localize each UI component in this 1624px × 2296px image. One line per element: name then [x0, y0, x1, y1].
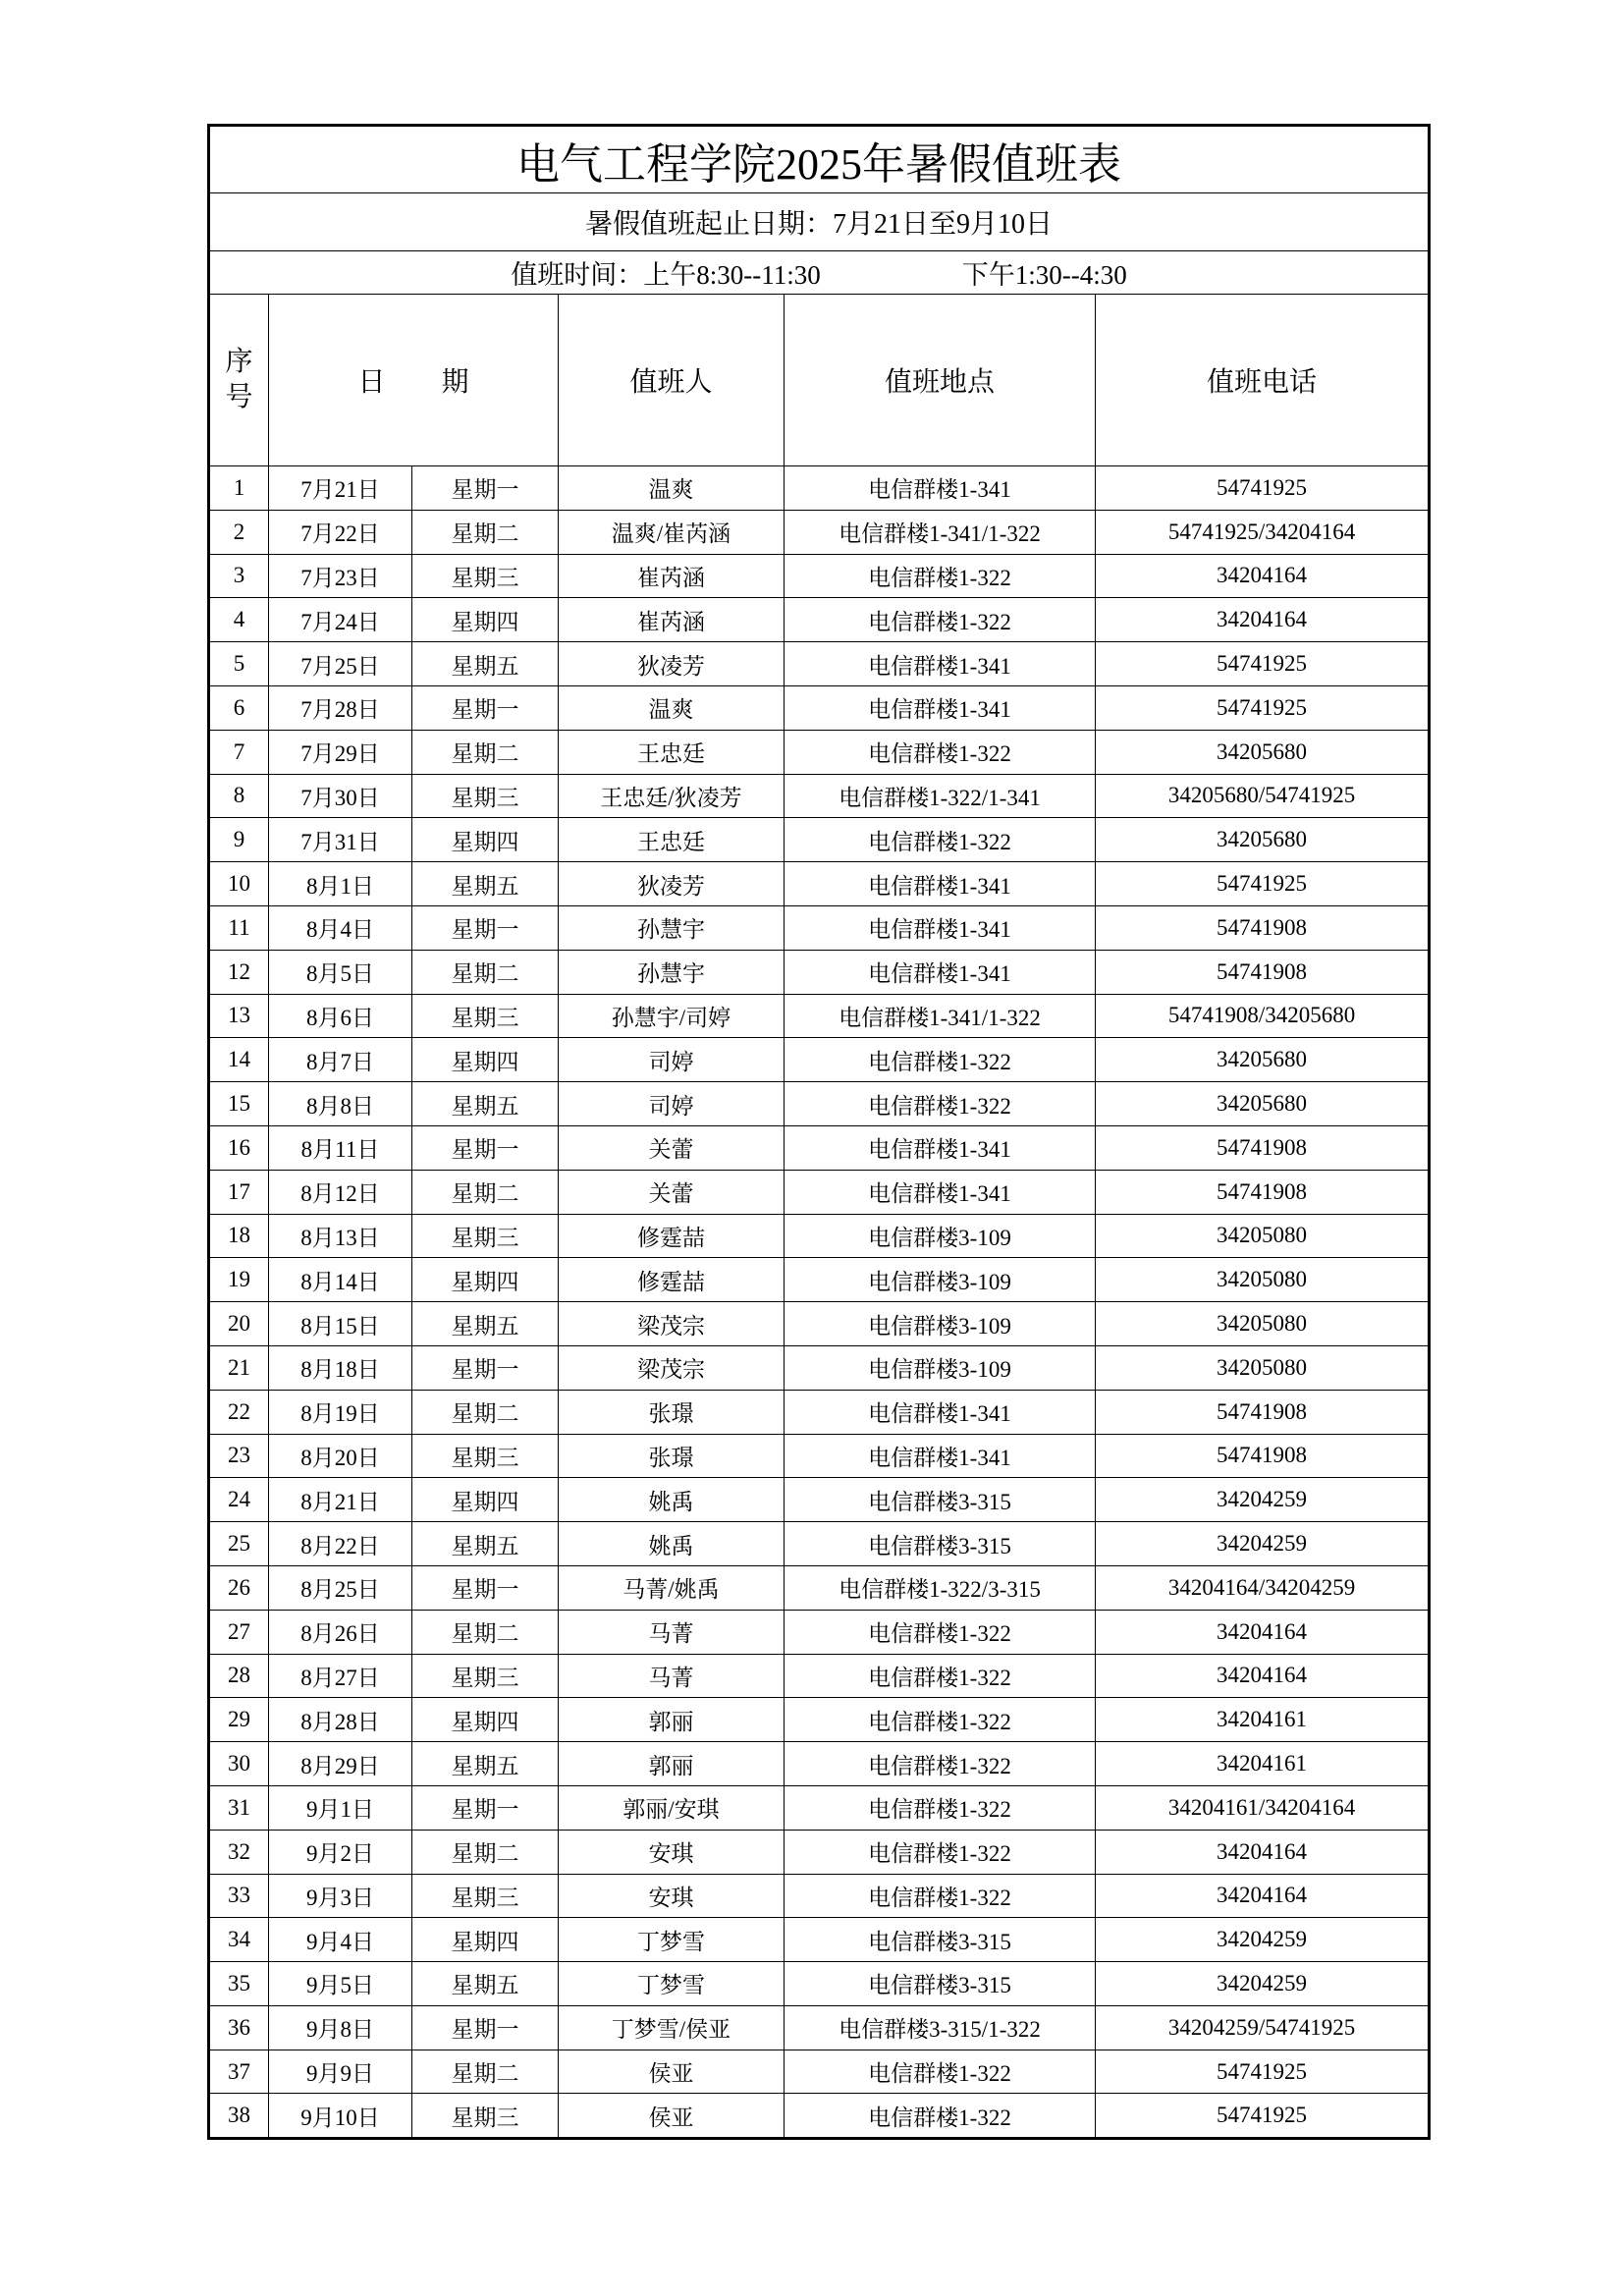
weekday-cell: 星期一 — [412, 466, 559, 511]
date-cell: 8月22日 — [269, 1522, 412, 1566]
location-cell: 电信群楼3-315 — [785, 1962, 1096, 2006]
location-cell: 电信群楼1-322/3-315 — [785, 1565, 1096, 1610]
location-cell: 电信群楼1-322 — [785, 1742, 1096, 1786]
weekday-cell: 星期一 — [412, 685, 559, 730]
location-cell: 电信群楼1-341/1-322 — [785, 994, 1096, 1038]
header-number-label: 序号 — [225, 347, 253, 412]
person-cell: 马菁 — [559, 1654, 785, 1698]
table-row — [209, 1170, 1430, 1214]
weekday-cell: 星期三 — [412, 1874, 559, 1918]
table-row — [209, 1698, 1430, 1742]
date-cell: 8月26日 — [269, 1610, 412, 1654]
location-cell: 电信群楼1-322 — [785, 730, 1096, 774]
phone-cell: 34205080 — [1096, 1214, 1430, 1258]
row-number: 11 — [209, 905, 269, 950]
location-cell: 电信群楼1-322 — [785, 1785, 1096, 1830]
weekday-cell: 星期五 — [412, 1962, 559, 2006]
location-cell: 电信群楼1-341 — [785, 685, 1096, 730]
table-row — [209, 994, 1430, 1038]
date-cell: 8月5日 — [269, 950, 412, 994]
date-cell: 8月4日 — [269, 905, 412, 950]
date-cell: 8月11日 — [269, 1125, 412, 1170]
row-number: 15 — [209, 1082, 269, 1126]
person-cell: 马菁/姚禹 — [559, 1565, 785, 1610]
row-number: 23 — [209, 1434, 269, 1478]
row-number: 3 — [209, 554, 269, 598]
location-cell: 电信群楼1-322 — [785, 1830, 1096, 1874]
title-row — [209, 126, 1430, 193]
table-row — [209, 2094, 1430, 2139]
table-row — [209, 774, 1430, 818]
phone-cell: 34204161/34204164 — [1096, 1785, 1430, 1830]
weekday-cell: 星期四 — [412, 1258, 559, 1302]
date-cell: 7月23日 — [269, 554, 412, 598]
weekday-cell: 星期四 — [412, 1478, 559, 1522]
date-cell: 8月25日 — [269, 1565, 412, 1610]
phone-cell: 34204164 — [1096, 554, 1430, 598]
morning-hours: 值班时间：上午8:30--11:30 — [511, 260, 821, 290]
hours-row — [209, 251, 1430, 295]
weekday-cell: 星期三 — [412, 1654, 559, 1698]
row-number: 37 — [209, 2050, 269, 2094]
weekday-cell: 星期三 — [412, 994, 559, 1038]
location-cell: 电信群楼1-322 — [785, 2094, 1096, 2139]
phone-cell: 34205680 — [1096, 730, 1430, 774]
phone-cell: 54741925/34204164 — [1096, 510, 1430, 554]
row-number: 31 — [209, 1785, 269, 1830]
date-cell: 8月21日 — [269, 1478, 412, 1522]
row-number: 13 — [209, 994, 269, 1038]
date-cell: 7月25日 — [269, 642, 412, 686]
phone-cell: 34204259 — [1096, 1962, 1430, 2006]
schedule-body — [209, 466, 1430, 2139]
row-number: 21 — [209, 1345, 269, 1390]
location-cell: 电信群楼1-341 — [785, 1170, 1096, 1214]
weekday-cell: 星期二 — [412, 730, 559, 774]
person-cell: 关蕾 — [559, 1125, 785, 1170]
table-row — [209, 1565, 1430, 1610]
location-cell: 电信群楼3-315 — [785, 1522, 1096, 1566]
header-date — [269, 295, 559, 466]
table-row — [209, 862, 1430, 906]
person-cell: 安琪 — [559, 1830, 785, 1874]
location-cell: 电信群楼1-322/1-341 — [785, 774, 1096, 818]
phone-cell: 34205080 — [1096, 1302, 1430, 1346]
table-row — [209, 1214, 1430, 1258]
table-row — [209, 685, 1430, 730]
table-row — [209, 1654, 1430, 1698]
weekday-cell: 星期五 — [412, 1742, 559, 1786]
location-cell: 电信群楼3-109 — [785, 1345, 1096, 1390]
location-cell: 电信群楼1-341 — [785, 1434, 1096, 1478]
phone-cell: 34204164 — [1096, 1654, 1430, 1698]
phone-cell: 54741908 — [1096, 950, 1430, 994]
person-cell: 郭丽/安琪 — [559, 1785, 785, 1830]
phone-cell: 54741908/34205680 — [1096, 994, 1430, 1038]
date-cell: 7月29日 — [269, 730, 412, 774]
table-row — [209, 905, 1430, 950]
row-number: 35 — [209, 1962, 269, 2006]
person-cell: 修霆喆 — [559, 1258, 785, 1302]
person-cell: 安琪 — [559, 1874, 785, 1918]
row-number: 22 — [209, 1390, 269, 1434]
location-cell: 电信群楼1-341 — [785, 1125, 1096, 1170]
table-row — [209, 1302, 1430, 1346]
location-cell: 电信群楼1-322 — [785, 598, 1096, 642]
weekday-cell: 星期三 — [412, 2094, 559, 2139]
location-cell: 电信群楼1-341 — [785, 642, 1096, 686]
row-number: 28 — [209, 1654, 269, 1698]
weekday-cell: 星期五 — [412, 1082, 559, 1126]
phone-cell: 54741908 — [1096, 1434, 1430, 1478]
table-row — [209, 642, 1430, 686]
table-row — [209, 1478, 1430, 1522]
row-number: 26 — [209, 1565, 269, 1610]
person-cell: 梁茂宗 — [559, 1302, 785, 1346]
header-person: 值班人 — [559, 295, 785, 466]
weekday-cell: 星期五 — [412, 1302, 559, 1346]
person-cell: 丁梦雪 — [559, 1918, 785, 1962]
location-cell: 电信群楼1-322 — [785, 554, 1096, 598]
phone-cell: 34205080 — [1096, 1345, 1430, 1390]
table-row — [209, 554, 1430, 598]
phone-cell: 34204164 — [1096, 1874, 1430, 1918]
table-row — [209, 1610, 1430, 1654]
weekday-cell: 星期二 — [412, 510, 559, 554]
person-cell: 姚禹 — [559, 1522, 785, 1566]
weekday-cell: 星期二 — [412, 1830, 559, 1874]
weekday-cell: 星期四 — [412, 1038, 559, 1082]
header-date-label: 日期 — [357, 367, 525, 398]
person-cell: 温爽 — [559, 685, 785, 730]
person-cell: 修霆喆 — [559, 1214, 785, 1258]
phone-cell: 34204259 — [1096, 1478, 1430, 1522]
phone-cell: 34204161 — [1096, 1742, 1430, 1786]
date-cell: 8月20日 — [269, 1434, 412, 1478]
date-cell: 7月28日 — [269, 685, 412, 730]
weekday-cell: 星期三 — [412, 1214, 559, 1258]
table-row — [209, 1830, 1430, 1874]
date-cell: 9月5日 — [269, 1962, 412, 2006]
weekday-cell: 星期一 — [412, 1565, 559, 1610]
person-cell: 侯亚 — [559, 2050, 785, 2094]
location-cell: 电信群楼1-341 — [785, 466, 1096, 511]
phone-cell: 54741925 — [1096, 2094, 1430, 2139]
location-cell: 电信群楼1-341 — [785, 1390, 1096, 1434]
table-row — [209, 730, 1430, 774]
phone-cell: 34204259 — [1096, 1522, 1430, 1566]
location-cell: 电信群楼3-315 — [785, 1918, 1096, 1962]
date-cell: 8月27日 — [269, 1654, 412, 1698]
person-cell: 王忠廷 — [559, 730, 785, 774]
weekday-cell: 星期二 — [412, 2050, 559, 2094]
phone-cell: 54741925 — [1096, 642, 1430, 686]
table-row — [209, 1742, 1430, 1786]
location-cell: 电信群楼1-341/1-322 — [785, 510, 1096, 554]
location-cell: 电信群楼1-322 — [785, 1610, 1096, 1654]
row-number: 10 — [209, 862, 269, 906]
date-cell: 8月13日 — [269, 1214, 412, 1258]
location-cell: 电信群楼1-322 — [785, 2050, 1096, 2094]
person-cell: 姚禹 — [559, 1478, 785, 1522]
date-cell: 7月22日 — [269, 510, 412, 554]
header-number — [209, 295, 269, 466]
location-cell: 电信群楼1-322 — [785, 1654, 1096, 1698]
table-row — [209, 1522, 1430, 1566]
person-cell: 崔芮涵 — [559, 554, 785, 598]
phone-cell: 54741925 — [1096, 685, 1430, 730]
weekday-cell: 星期二 — [412, 1610, 559, 1654]
row-number: 16 — [209, 1125, 269, 1170]
location-cell: 电信群楼3-109 — [785, 1302, 1096, 1346]
phone-cell: 34205680 — [1096, 1038, 1430, 1082]
phone-cell: 54741925 — [1096, 2050, 1430, 2094]
duty-period: 暑假值班起止日期：7月21日至9月10日 — [209, 193, 1430, 251]
location-cell: 电信群楼1-322 — [785, 1082, 1096, 1126]
weekday-cell: 星期五 — [412, 642, 559, 686]
person-cell: 马菁 — [559, 1610, 785, 1654]
person-cell: 温爽/崔芮涵 — [559, 510, 785, 554]
table-row — [209, 1434, 1430, 1478]
person-cell: 张璟 — [559, 1434, 785, 1478]
phone-cell: 34205080 — [1096, 1258, 1430, 1302]
person-cell: 孙慧宇 — [559, 905, 785, 950]
phone-cell: 34204164 — [1096, 598, 1430, 642]
row-number: 19 — [209, 1258, 269, 1302]
afternoon-hours: 下午1:30--4:30 — [961, 260, 1127, 290]
date-cell: 9月3日 — [269, 1874, 412, 1918]
row-number: 17 — [209, 1170, 269, 1214]
date-cell: 8月12日 — [269, 1170, 412, 1214]
date-cell: 7月31日 — [269, 818, 412, 862]
table-row — [209, 1345, 1430, 1390]
person-cell: 狄凌芳 — [559, 862, 785, 906]
phone-cell: 54741908 — [1096, 1170, 1430, 1214]
location-cell: 电信群楼1-322 — [785, 1874, 1096, 1918]
phone-cell: 34204259 — [1096, 1918, 1430, 1962]
location-cell: 电信群楼3-109 — [785, 1258, 1096, 1302]
date-cell: 8月1日 — [269, 862, 412, 906]
person-cell: 张璟 — [559, 1390, 785, 1434]
period-row — [209, 193, 1430, 251]
weekday-cell: 星期三 — [412, 554, 559, 598]
weekday-cell: 星期二 — [412, 1170, 559, 1214]
location-cell: 电信群楼3-315/1-322 — [785, 2005, 1096, 2050]
person-cell: 关蕾 — [559, 1170, 785, 1214]
table-row — [209, 466, 1430, 511]
row-number: 24 — [209, 1478, 269, 1522]
table-row — [209, 818, 1430, 862]
person-cell: 王忠廷 — [559, 818, 785, 862]
table-row — [209, 1918, 1430, 1962]
table-row — [209, 1082, 1430, 1126]
weekday-cell: 星期五 — [412, 1522, 559, 1566]
row-number: 20 — [209, 1302, 269, 1346]
phone-cell: 54741908 — [1096, 1125, 1430, 1170]
weekday-cell: 星期二 — [412, 950, 559, 994]
date-cell: 8月19日 — [269, 1390, 412, 1434]
table-row — [209, 1038, 1430, 1082]
date-cell: 9月1日 — [269, 1785, 412, 1830]
person-cell: 梁茂宗 — [559, 1345, 785, 1390]
table-row — [209, 2050, 1430, 2094]
person-cell: 崔芮涵 — [559, 598, 785, 642]
column-header-row — [209, 295, 1430, 466]
weekday-cell: 星期三 — [412, 1434, 559, 1478]
row-number: 8 — [209, 774, 269, 818]
weekday-cell: 星期一 — [412, 1785, 559, 1830]
row-number: 32 — [209, 1830, 269, 1874]
row-number: 9 — [209, 818, 269, 862]
row-number: 38 — [209, 2094, 269, 2139]
date-cell: 8月7日 — [269, 1038, 412, 1082]
weekday-cell: 星期一 — [412, 1125, 559, 1170]
phone-cell: 34204164 — [1096, 1610, 1430, 1654]
person-cell: 郭丽 — [559, 1742, 785, 1786]
table-row — [209, 950, 1430, 994]
row-number: 33 — [209, 1874, 269, 1918]
date-cell: 8月14日 — [269, 1258, 412, 1302]
person-cell: 司婷 — [559, 1038, 785, 1082]
row-number: 4 — [209, 598, 269, 642]
weekday-cell: 星期三 — [412, 774, 559, 818]
location-cell: 电信群楼1-322 — [785, 1698, 1096, 1742]
table-row — [209, 1125, 1430, 1170]
table-row — [209, 1785, 1430, 1830]
person-cell: 侯亚 — [559, 2094, 785, 2139]
row-number: 7 — [209, 730, 269, 774]
phone-cell: 34204161 — [1096, 1698, 1430, 1742]
row-number: 5 — [209, 642, 269, 686]
person-cell: 郭丽 — [559, 1698, 785, 1742]
weekday-cell: 星期四 — [412, 1698, 559, 1742]
row-number: 30 — [209, 1742, 269, 1786]
person-cell: 司婷 — [559, 1082, 785, 1126]
row-number: 6 — [209, 685, 269, 730]
phone-cell: 34205680/54741925 — [1096, 774, 1430, 818]
location-cell: 电信群楼3-315 — [785, 1478, 1096, 1522]
date-cell: 8月18日 — [269, 1345, 412, 1390]
row-number: 1 — [209, 466, 269, 511]
table-row — [209, 598, 1430, 642]
date-cell: 9月2日 — [269, 1830, 412, 1874]
date-cell: 8月29日 — [269, 1742, 412, 1786]
date-cell: 7月21日 — [269, 466, 412, 511]
location-cell: 电信群楼3-109 — [785, 1214, 1096, 1258]
phone-cell: 34204259/54741925 — [1096, 2005, 1430, 2050]
location-cell: 电信群楼1-341 — [785, 905, 1096, 950]
row-number: 27 — [209, 1610, 269, 1654]
duty-hours — [209, 251, 1430, 295]
header-phone: 值班电话 — [1096, 295, 1430, 466]
date-cell: 9月8日 — [269, 2005, 412, 2050]
person-cell: 温爽 — [559, 466, 785, 511]
table-row — [209, 510, 1430, 554]
row-number: 34 — [209, 1918, 269, 1962]
row-number: 2 — [209, 510, 269, 554]
row-number: 14 — [209, 1038, 269, 1082]
phone-cell: 54741925 — [1096, 466, 1430, 511]
row-number: 12 — [209, 950, 269, 994]
row-number: 18 — [209, 1214, 269, 1258]
person-cell: 狄凌芳 — [559, 642, 785, 686]
weekday-cell: 星期四 — [412, 1918, 559, 1962]
table-row — [209, 1258, 1430, 1302]
table-row — [209, 1874, 1430, 1918]
person-cell: 孙慧宇/司婷 — [559, 994, 785, 1038]
date-cell: 8月6日 — [269, 994, 412, 1038]
phone-cell: 34204164/34204259 — [1096, 1565, 1430, 1610]
phone-cell: 54741908 — [1096, 905, 1430, 950]
location-cell: 电信群楼1-341 — [785, 950, 1096, 994]
weekday-cell: 星期一 — [412, 2005, 559, 2050]
table-row — [209, 1390, 1430, 1434]
header-location: 值班地点 — [785, 295, 1096, 466]
weekday-cell: 星期五 — [412, 862, 559, 906]
phone-cell: 34204164 — [1096, 1830, 1430, 1874]
weekday-cell: 星期一 — [412, 905, 559, 950]
page-title: 电气工程学院2025年暑假值班表 — [209, 126, 1430, 193]
row-number: 25 — [209, 1522, 269, 1566]
row-number: 36 — [209, 2005, 269, 2050]
person-cell: 孙慧宇 — [559, 950, 785, 994]
weekday-cell: 星期四 — [412, 598, 559, 642]
location-cell: 电信群楼1-322 — [785, 1038, 1096, 1082]
date-cell: 9月4日 — [269, 1918, 412, 1962]
location-cell: 电信群楼1-341 — [785, 862, 1096, 906]
person-cell: 丁梦雪 — [559, 1962, 785, 2006]
row-number: 29 — [209, 1698, 269, 1742]
weekday-cell: 星期二 — [412, 1390, 559, 1434]
weekday-cell: 星期一 — [412, 1345, 559, 1390]
duty-schedule-table — [207, 124, 1431, 2140]
phone-cell: 54741925 — [1096, 862, 1430, 906]
table-row — [209, 2005, 1430, 2050]
phone-cell: 54741908 — [1096, 1390, 1430, 1434]
location-cell: 电信群楼1-322 — [785, 818, 1096, 862]
phone-cell: 34205680 — [1096, 1082, 1430, 1126]
date-cell: 7月30日 — [269, 774, 412, 818]
date-cell: 8月28日 — [269, 1698, 412, 1742]
person-cell: 王忠廷/狄凌芳 — [559, 774, 785, 818]
date-cell: 9月9日 — [269, 2050, 412, 2094]
date-cell: 8月15日 — [269, 1302, 412, 1346]
date-cell: 9月10日 — [269, 2094, 412, 2139]
date-cell: 7月24日 — [269, 598, 412, 642]
person-cell: 丁梦雪/侯亚 — [559, 2005, 785, 2050]
phone-cell: 34205680 — [1096, 818, 1430, 862]
table-row — [209, 1962, 1430, 2006]
date-cell: 8月8日 — [269, 1082, 412, 1126]
weekday-cell: 星期四 — [412, 818, 559, 862]
